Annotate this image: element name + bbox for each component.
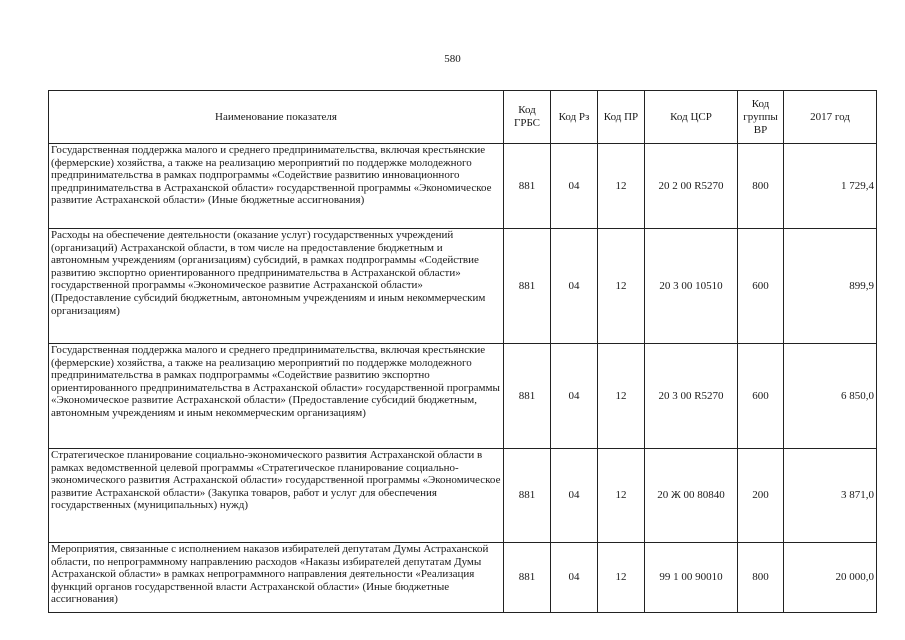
row-pr: 12 xyxy=(598,543,645,613)
row-csr: 20 Ж 00 80840 xyxy=(645,449,738,543)
row-vr: 200 xyxy=(738,449,784,543)
row-rz: 04 xyxy=(551,229,598,344)
row-grbs: 881 xyxy=(504,229,551,344)
row-grbs: 881 xyxy=(504,144,551,229)
budget-table xyxy=(48,90,877,613)
row-grbs: 881 xyxy=(504,344,551,449)
table-body xyxy=(49,144,877,613)
row-name: Мероприятия, связанные с исполнением наказов избирателей депутатам Думы Астраханской области, по непрограммному направлению расходов «Наказы избирателей депутатам Думы Астраханской области» в рамках непрограммного направления деятельности «Реализация функций органов государственной власти Астраханской области» (Иные бюджетные ассигнования) xyxy=(49,543,504,613)
header-vr: Код группы ВР xyxy=(738,91,784,144)
row-rz: 04 xyxy=(551,449,598,543)
row-amount: 899,9 xyxy=(784,229,877,344)
row-pr: 12 xyxy=(598,229,645,344)
table-header xyxy=(49,91,877,144)
header-rz: Код Рз xyxy=(551,91,598,144)
header-row xyxy=(49,91,877,144)
row-rz: 04 xyxy=(551,144,598,229)
row-grbs: 881 xyxy=(504,449,551,543)
row-name: Государственная поддержка малого и среднего предпринимательства, включая крестьянские (фермерские) хозяйства, а также на реализацию мероприятий по поддержке молодежного предпринимательства в рамках подпрограммы «Содействие развитию инновационного предпринимательства в Астраханской области» государственной программы «Экономическое развитие Астраханской области» (Иные бюджетные ассигнования) xyxy=(49,144,504,229)
header-name: Наименование показателя xyxy=(49,91,504,144)
row-pr: 12 xyxy=(598,144,645,229)
row-rz: 04 xyxy=(551,344,598,449)
header-csr: Код ЦСР xyxy=(645,91,738,144)
row-vr: 600 xyxy=(738,229,784,344)
page-number: 580 xyxy=(444,53,461,65)
table-row xyxy=(49,144,877,229)
table-row xyxy=(49,543,877,613)
row-amount: 1 729,4 xyxy=(784,144,877,229)
row-pr: 12 xyxy=(598,344,645,449)
header-pr: Код ПР xyxy=(598,91,645,144)
row-vr: 800 xyxy=(738,144,784,229)
row-pr: 12 xyxy=(598,449,645,543)
row-csr: 20 2 00 R5270 xyxy=(645,144,738,229)
table-row xyxy=(49,229,877,344)
row-csr: 20 3 00 R5270 xyxy=(645,344,738,449)
row-name: Расходы на обеспечение деятельности (оказание услуг) государственных учреждений (организаций) Астраханской области, в том числе на предоставление бюджетным и автономным учреждениям (организациям) субсидий, в рамках подпрограммы «Содействие развитию экспортно ориентированного предпринимательства в Астраханской области» государственной программы «Экономическое развитие Астраханской области» (Предоставление субсидий бюджетным, автономным учреждениям и иным некоммерческим организациям) xyxy=(49,229,504,344)
header-grbs: Код ГРБС xyxy=(504,91,551,144)
row-vr: 800 xyxy=(738,543,784,613)
table-row xyxy=(49,344,877,449)
row-name: Стратегическое планирование социально-экономического развития Астраханской области в рамках ведомственной целевой программы «Стратегическое планирование социально-экономического развития Астраханской области» государственной программы «Экономическое развитие Астраханской области» (Закупка товаров, работ и услуг для обеспечения государственных (муниципальных) нужд) xyxy=(49,449,504,543)
table-row xyxy=(49,449,877,543)
row-rz: 04 xyxy=(551,543,598,613)
row-amount: 20 000,0 xyxy=(784,543,877,613)
row-amount: 6 850,0 xyxy=(784,344,877,449)
row-name: Государственная поддержка малого и среднего предпринимательства, включая крестьянские (фермерские) хозяйства, а также на реализацию мероприятий по поддержке молодежного предпринимательства в рамках подпрограммы «Содействие развитию экспортно ориентированного предпринимательства в Астраханской области» государственной программы «Экономическое развитие Астраханской области» (Предоставление субсидий бюджетным, автономным учреждениям и иным некоммерческим организациям) xyxy=(49,344,504,449)
row-amount: 3 871,0 xyxy=(784,449,877,543)
row-csr: 99 1 00 90010 xyxy=(645,543,738,613)
row-csr: 20 3 00 10510 xyxy=(645,229,738,344)
row-grbs: 881 xyxy=(504,543,551,613)
header-year: 2017 год xyxy=(784,91,877,144)
row-vr: 600 xyxy=(738,344,784,449)
